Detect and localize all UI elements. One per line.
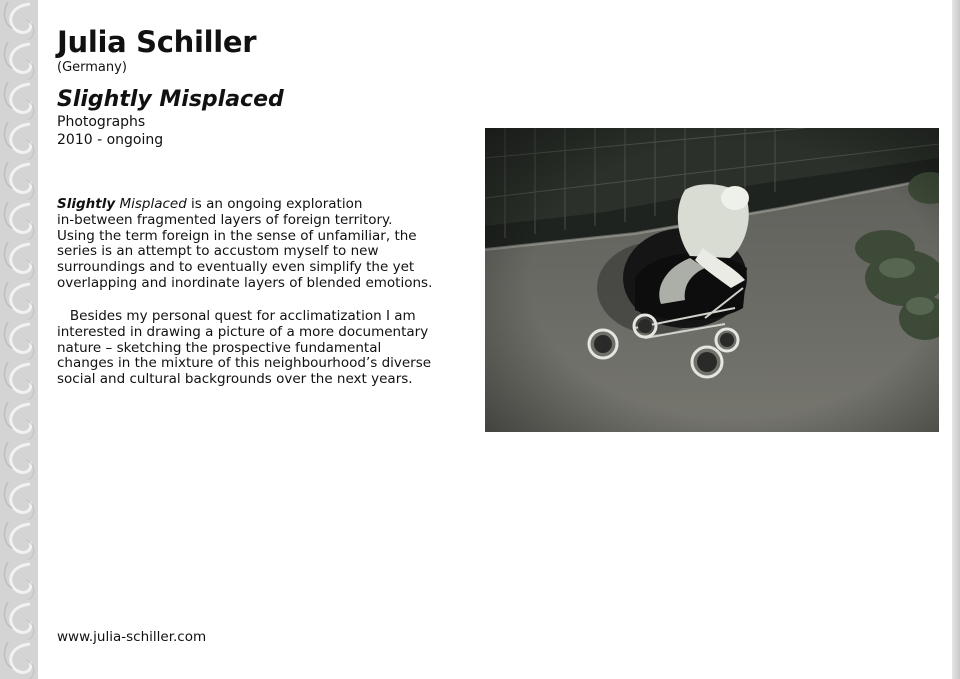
description-paragraph-2 <box>57 309 431 388</box>
paragraph-1-line: surroundings and to eventually even simplify the yet <box>57 259 415 276</box>
paragraph-1-line-1-rest: is an ongoing exploration <box>186 196 363 212</box>
description-paragraph-1 <box>57 197 432 292</box>
paragraph-1-line: in-between fragmented layers of foreign territory. <box>57 211 393 228</box>
artist-country: (Germany) <box>57 60 127 75</box>
right-page-edge <box>952 0 960 679</box>
website-url[interactable]: www.julia-schiller.com <box>57 629 207 645</box>
series-title-italic: Misplaced <box>119 196 187 212</box>
paragraph-2-line: social and cultural backgrounds over the next years. <box>57 371 413 388</box>
series-title: Slightly Misplaced <box>57 87 284 112</box>
artist-name: Julia Schiller <box>57 25 257 59</box>
series-photograph <box>485 128 939 432</box>
paragraph-1-line: Using the term foreign in the sense of unfamiliar, the <box>57 227 417 244</box>
decorative-side-strip <box>0 0 38 679</box>
paragraph-1-line-1 <box>57 197 432 213</box>
series-medium: Photographs <box>57 114 146 130</box>
series-title-bold: Slightly <box>57 196 116 212</box>
document-page <box>38 0 952 679</box>
paragraph-2-line: interested in drawing a picture of a more documentary <box>57 323 429 340</box>
paragraph-1-line: overlapping and inordinate layers of blended emotions. <box>57 274 433 291</box>
paragraph-2-line: nature – sketching the prospective fundamental <box>57 339 382 356</box>
series-years: 2010 - ongoing <box>57 132 164 148</box>
paragraph-2-line: changes in the mixture of this neighbourhood’s diverse <box>57 355 432 372</box>
ornament-pattern <box>0 0 38 679</box>
photo-illustration <box>485 128 939 432</box>
paragraph-1-line: series is an attempt to accustom myself to new <box>57 243 379 260</box>
paragraph-2-line: Besides my personal quest for acclimatization I am <box>57 308 416 324</box>
